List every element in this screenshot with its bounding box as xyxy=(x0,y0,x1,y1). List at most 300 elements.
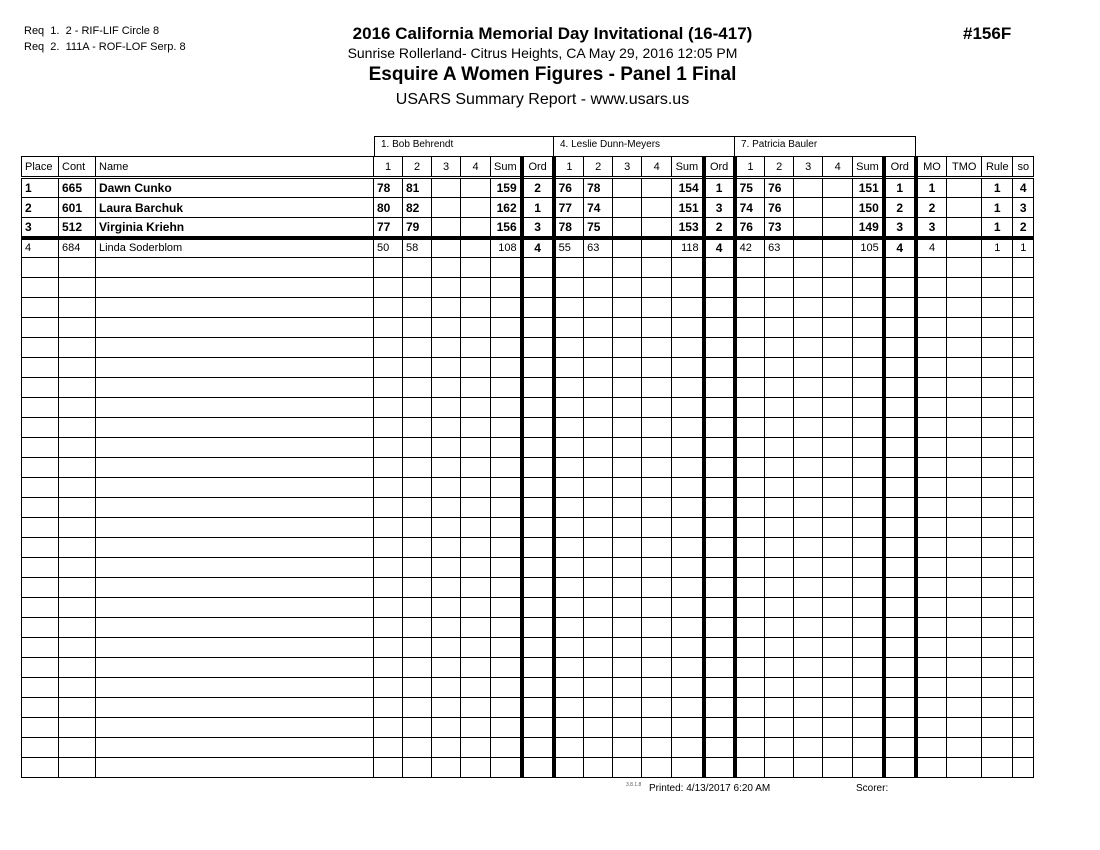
cell-j3-s1 xyxy=(735,718,765,738)
cell-j1-sum xyxy=(491,258,522,278)
cell-name xyxy=(96,358,374,378)
cell-j2-s2 xyxy=(584,298,613,318)
cell-name xyxy=(96,558,374,578)
cell-j2-s1 xyxy=(554,438,584,458)
cell-j3-s1 xyxy=(735,418,765,438)
cell-j1-sum xyxy=(491,598,522,618)
cell-j2-s2 xyxy=(584,538,613,558)
cell-j2-s3 xyxy=(613,618,642,638)
cell-j2-ord xyxy=(704,678,735,698)
cell-j2-sum xyxy=(672,338,704,358)
cell-j3-s2 xyxy=(765,378,794,398)
cell-tmo xyxy=(947,338,982,358)
cell-j2-s3 xyxy=(613,398,642,418)
cell-j1-s2 xyxy=(403,558,432,578)
cell-cont xyxy=(59,278,96,298)
empty-row xyxy=(22,518,1034,538)
cell-j3-s3 xyxy=(794,498,823,518)
cell-j1-s3 xyxy=(432,718,461,738)
cell-j2-s4 xyxy=(642,278,672,298)
cell-j3-s4 xyxy=(823,258,853,278)
cell-j3-s2 xyxy=(765,578,794,598)
cell-j1-s3 xyxy=(432,458,461,478)
cell-mo xyxy=(916,398,947,418)
judge-header-2: 4. Leslie Dunn-Meyers xyxy=(553,136,735,157)
cell-place xyxy=(22,678,59,698)
cell-j2-s1 xyxy=(554,578,584,598)
cell-j3-s3 xyxy=(794,438,823,458)
cell-j2-s1: 77 xyxy=(554,198,584,218)
cell-j2-s3 xyxy=(613,358,642,378)
cell-j1-s2 xyxy=(403,318,432,338)
cell-j3-s4 xyxy=(823,618,853,638)
cell-j3-sum: 149 xyxy=(853,218,884,238)
cell-j2-s3 xyxy=(613,378,642,398)
empty-row xyxy=(22,298,1034,318)
cell-j1-ord xyxy=(522,478,554,498)
cell-place xyxy=(22,358,59,378)
cell-j3-sum xyxy=(853,438,884,458)
cell-j2-sum xyxy=(672,598,704,618)
cell-j1-sum xyxy=(491,378,522,398)
cell-j2-s2 xyxy=(584,638,613,658)
cell-j2-ord xyxy=(704,638,735,658)
cell-rule xyxy=(982,478,1013,498)
cell-name xyxy=(96,638,374,658)
empty-row xyxy=(22,258,1034,278)
empty-row xyxy=(22,398,1034,418)
cell-so xyxy=(1013,638,1034,658)
cell-place xyxy=(22,478,59,498)
version-label: 3.8.1.8 xyxy=(626,782,642,788)
cell-cont xyxy=(59,698,96,718)
cell-so xyxy=(1013,498,1034,518)
cell-j1-s1: 80 xyxy=(374,198,403,218)
cell-so xyxy=(1013,718,1034,738)
cell-j1-s4 xyxy=(461,658,491,678)
cell-cont xyxy=(59,338,96,358)
cell-name xyxy=(96,378,374,398)
cell-j1-ord xyxy=(522,278,554,298)
judge-header-3: 7. Patricia Bauler xyxy=(734,136,916,157)
cell-j1-s3 xyxy=(432,418,461,438)
cell-j1-s4 xyxy=(461,358,491,378)
cell-j1-s2 xyxy=(403,718,432,738)
cell-j2-s1 xyxy=(554,498,584,518)
j3-col-ord: Ord xyxy=(884,157,916,178)
cell-j3-s1 xyxy=(735,458,765,478)
cell-j3-s4 xyxy=(823,438,853,458)
cell-j1-s3 xyxy=(432,178,461,198)
cell-j3-s4 xyxy=(823,358,853,378)
cell-j3-sum xyxy=(853,418,884,438)
cell-j2-ord xyxy=(704,258,735,278)
cell-j1-ord xyxy=(522,698,554,718)
cell-j3-s4 xyxy=(823,518,853,538)
cell-j3-sum xyxy=(853,518,884,538)
cell-j2-s4 xyxy=(642,258,672,278)
cell-mo xyxy=(916,538,947,558)
cell-place xyxy=(22,718,59,738)
cell-mo xyxy=(916,278,947,298)
cell-j1-ord xyxy=(522,338,554,358)
cell-j3-sum xyxy=(853,738,884,758)
empty-row xyxy=(22,658,1034,678)
cell-j1-s4 xyxy=(461,638,491,658)
cell-j3-ord xyxy=(884,538,916,558)
cell-j1-s4 xyxy=(461,538,491,558)
cell-j1-s4 xyxy=(461,378,491,398)
cell-so xyxy=(1013,278,1034,298)
cell-j3-ord xyxy=(884,698,916,718)
cell-j1-sum xyxy=(491,638,522,658)
cell-j3-sum xyxy=(853,478,884,498)
cell-tmo xyxy=(947,678,982,698)
cell-j2-sum: 118 xyxy=(672,238,704,258)
cell-j3-s1: 76 xyxy=(735,218,765,238)
cell-j2-ord: 3 xyxy=(704,198,735,218)
cell-j1-s1 xyxy=(374,378,403,398)
cell-j2-ord xyxy=(704,538,735,558)
cell-j1-s2 xyxy=(403,398,432,418)
cell-rule xyxy=(982,338,1013,358)
cell-j2-s1 xyxy=(554,658,584,678)
cell-cont xyxy=(59,258,96,278)
cell-j1-sum xyxy=(491,498,522,518)
cell-j3-s4 xyxy=(823,758,853,778)
cell-j2-s1 xyxy=(554,318,584,338)
cell-so xyxy=(1013,658,1034,678)
cell-j1-ord xyxy=(522,258,554,278)
cell-j2-s2 xyxy=(584,478,613,498)
cell-j1-s4 xyxy=(461,298,491,318)
cell-j3-s4 xyxy=(823,178,853,198)
cell-j3-s2 xyxy=(765,518,794,538)
cell-j2-s1 xyxy=(554,758,584,778)
cell-j2-ord xyxy=(704,278,735,298)
cell-j3-s1 xyxy=(735,738,765,758)
cell-j2-s3 xyxy=(613,498,642,518)
cell-j1-s3 xyxy=(432,678,461,698)
cell-j1-ord xyxy=(522,638,554,658)
empty-row xyxy=(22,598,1034,618)
cell-j3-s3 xyxy=(794,258,823,278)
cell-j2-s1 xyxy=(554,458,584,478)
cell-j2-s1 xyxy=(554,518,584,538)
cell-j2-sum xyxy=(672,578,704,598)
cell-tmo xyxy=(947,218,982,238)
cell-j2-ord xyxy=(704,498,735,518)
cell-j1-s2 xyxy=(403,758,432,778)
cell-j2-s2 xyxy=(584,378,613,398)
cell-j1-s4 xyxy=(461,758,491,778)
cell-j1-ord xyxy=(522,318,554,338)
cell-j2-s4 xyxy=(642,638,672,658)
cell-j1-s1 xyxy=(374,678,403,698)
cell-j3-sum xyxy=(853,718,884,738)
cell-rule xyxy=(982,418,1013,438)
cell-j1-s3 xyxy=(432,278,461,298)
cell-j1-sum xyxy=(491,738,522,758)
cell-place xyxy=(22,278,59,298)
cell-j2-ord: 1 xyxy=(704,178,735,198)
cell-j1-s2: 81 xyxy=(403,178,432,198)
cell-rule xyxy=(982,398,1013,418)
cell-j1-s2 xyxy=(403,298,432,318)
cell-j3-s2 xyxy=(765,298,794,318)
requirement-1: Req 1. 2 - RIF-LIF Circle 8 xyxy=(24,25,160,37)
cell-j2-s1 xyxy=(554,638,584,658)
empty-row xyxy=(22,698,1034,718)
cell-j2-s2: 75 xyxy=(584,218,613,238)
cell-j2-sum xyxy=(672,538,704,558)
cell-j1-sum xyxy=(491,278,522,298)
cell-j3-ord xyxy=(884,718,916,738)
cell-j3-s1 xyxy=(735,558,765,578)
cell-name xyxy=(96,438,374,458)
cell-j3-ord xyxy=(884,638,916,658)
cell-j3-s4 xyxy=(823,458,853,478)
empty-row xyxy=(22,678,1034,698)
cell-j3-ord xyxy=(884,358,916,378)
cell-j3-s2 xyxy=(765,278,794,298)
cell-j3-sum xyxy=(853,338,884,358)
cell-j1-s3 xyxy=(432,578,461,598)
cell-j2-s4 xyxy=(642,378,672,398)
cell-j2-s4 xyxy=(642,698,672,718)
cell-j2-s4 xyxy=(642,358,672,378)
cell-j3-s3 xyxy=(794,578,823,598)
cell-so xyxy=(1013,758,1034,778)
cell-j1-s1 xyxy=(374,538,403,558)
cell-place xyxy=(22,298,59,318)
cell-j3-s3 xyxy=(794,658,823,678)
cell-mo xyxy=(916,318,947,338)
cell-j3-s2 xyxy=(765,498,794,518)
cell-j2-sum xyxy=(672,738,704,758)
cell-j1-s1 xyxy=(374,638,403,658)
cell-j2-ord xyxy=(704,598,735,618)
cell-j2-s3 xyxy=(613,698,642,718)
cell-j3-s1 xyxy=(735,618,765,638)
cell-tmo xyxy=(947,178,982,198)
cell-j2-s2 xyxy=(584,698,613,718)
cell-j3-s1 xyxy=(735,478,765,498)
cell-j3-ord: 2 xyxy=(884,198,916,218)
cell-rule xyxy=(982,558,1013,578)
j2-col-ord: Ord xyxy=(704,157,735,178)
cell-j2-s1 xyxy=(554,618,584,638)
cell-j3-s1 xyxy=(735,398,765,418)
cell-j3-s2 xyxy=(765,478,794,498)
cell-mo xyxy=(916,658,947,678)
cell-j3-s2 xyxy=(765,598,794,618)
cell-cont xyxy=(59,498,96,518)
j3-col-3: 3 xyxy=(794,157,823,178)
cell-place xyxy=(22,598,59,618)
cell-mo xyxy=(916,758,947,778)
cell-j3-s1: 74 xyxy=(735,198,765,218)
cell-j1-ord xyxy=(522,458,554,478)
empty-row xyxy=(22,278,1034,298)
cell-cont xyxy=(59,398,96,418)
cell-name xyxy=(96,518,374,538)
cell-j2-s2 xyxy=(584,338,613,358)
cell-tmo xyxy=(947,518,982,538)
cell-j2-s4 xyxy=(642,598,672,618)
cell-j3-s2 xyxy=(765,758,794,778)
cell-j1-s1 xyxy=(374,478,403,498)
cell-j2-s1 xyxy=(554,698,584,718)
cell-j3-sum xyxy=(853,398,884,418)
cell-j2-s1 xyxy=(554,598,584,618)
cell-j3-s3 xyxy=(794,338,823,358)
cell-j1-sum xyxy=(491,618,522,638)
cell-j1-ord xyxy=(522,538,554,558)
cell-j3-s3 xyxy=(794,198,823,218)
cell-j2-s2 xyxy=(584,718,613,738)
cell-j2-sum xyxy=(672,618,704,638)
cell-j1-s2 xyxy=(403,478,432,498)
cell-j2-s2 xyxy=(584,758,613,778)
cell-j2-s3 xyxy=(613,638,642,658)
cell-j3-s3 xyxy=(794,598,823,618)
cell-j1-sum xyxy=(491,398,522,418)
cell-j3-s3 xyxy=(794,318,823,338)
cell-j3-sum xyxy=(853,638,884,658)
cell-tmo xyxy=(947,378,982,398)
cell-mo: 2 xyxy=(916,198,947,218)
cell-so: 4 xyxy=(1013,178,1034,198)
cell-j1-s2 xyxy=(403,498,432,518)
cell-j1-ord xyxy=(522,718,554,738)
cell-j3-ord xyxy=(884,378,916,398)
cell-j3-s4 xyxy=(823,638,853,658)
cell-j1-sum xyxy=(491,458,522,478)
cell-mo xyxy=(916,498,947,518)
cell-j1-s3 xyxy=(432,378,461,398)
cell-j1-s4 xyxy=(461,338,491,358)
cell-j1-s4 xyxy=(461,398,491,418)
cell-j2-ord xyxy=(704,298,735,318)
cell-j1-sum xyxy=(491,338,522,358)
cell-j1-ord xyxy=(522,558,554,578)
cell-j3-s1 xyxy=(735,758,765,778)
cell-tmo xyxy=(947,318,982,338)
cell-j3-s2 xyxy=(765,538,794,558)
cell-j1-s1 xyxy=(374,278,403,298)
cell-j3-s2 xyxy=(765,318,794,338)
cell-rule xyxy=(982,518,1013,538)
cell-j3-s1 xyxy=(735,258,765,278)
cell-j3-s1 xyxy=(735,298,765,318)
cell-j1-s2 xyxy=(403,378,432,398)
cell-j1-s2 xyxy=(403,678,432,698)
cell-j3-sum xyxy=(853,258,884,278)
cell-j1-s1 xyxy=(374,578,403,598)
cell-name xyxy=(96,318,374,338)
cell-j2-s1: 78 xyxy=(554,218,584,238)
cell-so xyxy=(1013,538,1034,558)
cell-j3-s4 xyxy=(823,678,853,698)
cell-place xyxy=(22,758,59,778)
cell-j1-s1 xyxy=(374,518,403,538)
cell-j2-s1 xyxy=(554,558,584,578)
cell-j1-s4 xyxy=(461,698,491,718)
cell-j2-sum xyxy=(672,258,704,278)
cell-j2-s4 xyxy=(642,298,672,318)
cell-tmo xyxy=(947,638,982,658)
event-title: Esquire A Women Figures - Panel 1 Final xyxy=(368,64,737,85)
cell-name xyxy=(96,618,374,638)
cell-mo xyxy=(916,598,947,618)
cell-so xyxy=(1013,338,1034,358)
cell-mo xyxy=(916,558,947,578)
cell-j2-s3 xyxy=(613,418,642,438)
cell-j2-s3 xyxy=(613,478,642,498)
cell-place: 3 xyxy=(22,218,59,238)
cell-j1-s1 xyxy=(374,458,403,478)
cell-mo xyxy=(916,378,947,398)
cell-j3-s4 xyxy=(823,198,853,218)
cell-j3-s4 xyxy=(823,698,853,718)
cell-j3-s1: 42 xyxy=(735,238,765,258)
cell-j1-s2: 82 xyxy=(403,198,432,218)
cell-j3-ord xyxy=(884,418,916,438)
cell-j1-s3 xyxy=(432,318,461,338)
cell-tmo xyxy=(947,458,982,478)
cell-j1-s2 xyxy=(403,438,432,458)
cell-j1-s2 xyxy=(403,698,432,718)
scorer-label: Scorer: xyxy=(856,783,889,794)
cell-cont xyxy=(59,738,96,758)
cell-j3-sum xyxy=(853,318,884,338)
table-row xyxy=(22,198,1034,218)
cell-j3-ord xyxy=(884,498,916,518)
cell-j3-s4 xyxy=(823,398,853,418)
cell-j3-sum xyxy=(853,698,884,718)
cell-cont xyxy=(59,558,96,578)
j1-col-4: 4 xyxy=(461,157,491,178)
cell-j1-s3 xyxy=(432,198,461,218)
cell-rule xyxy=(982,358,1013,378)
cell-place xyxy=(22,578,59,598)
cell-j3-s3 xyxy=(794,278,823,298)
cell-j1-s2 xyxy=(403,278,432,298)
cell-j2-ord: 2 xyxy=(704,218,735,238)
cell-so xyxy=(1013,518,1034,538)
cell-j2-s3 xyxy=(613,518,642,538)
cell-j1-sum xyxy=(491,298,522,318)
cell-tmo xyxy=(947,738,982,758)
cell-cont xyxy=(59,358,96,378)
cell-j1-s3 xyxy=(432,738,461,758)
cell-cont xyxy=(59,638,96,658)
cell-j3-s2 xyxy=(765,638,794,658)
cell-so xyxy=(1013,378,1034,398)
cell-name xyxy=(96,538,374,558)
cell-j2-ord xyxy=(704,338,735,358)
cell-j2-sum xyxy=(672,398,704,418)
cell-j1-s2 xyxy=(403,358,432,378)
empty-row xyxy=(22,538,1034,558)
cell-j3-s2 xyxy=(765,258,794,278)
cell-j3-s2 xyxy=(765,618,794,638)
cell-j1-s2 xyxy=(403,578,432,598)
cell-j3-s2 xyxy=(765,718,794,738)
cell-name xyxy=(96,418,374,438)
j1-col-1: 1 xyxy=(374,157,403,178)
